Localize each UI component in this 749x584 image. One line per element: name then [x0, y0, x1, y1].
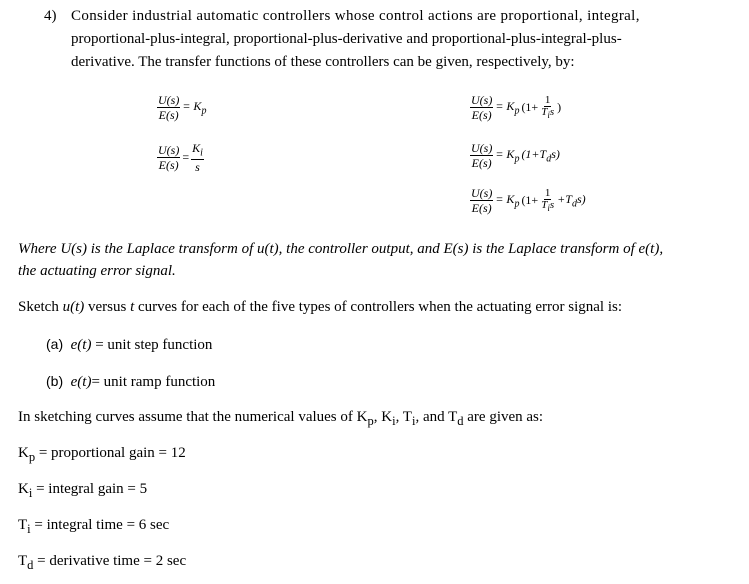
eq-pd-rhs: = $K_p$ — [495, 146, 520, 165]
equation-pid — [470, 187, 586, 214]
eq-pi-close: ) — [557, 100, 562, 114]
eq-pi-denominator: E(s) — [471, 108, 492, 122]
eq-i-s: s — [195, 160, 200, 175]
assume-line: In sketching curves assume that the numerical values of $K_p$, $K_i$, $T_i$, and $T_d$ are given as: — [18, 409, 544, 428]
eq-pd-denominator: E(s) — [471, 156, 492, 170]
eq-pid-tail: $+T_ds$) — [557, 191, 586, 210]
eq-pd-numerator: U(s) — [471, 141, 493, 155]
eq-pi-ti-s: $T_is$ — [541, 105, 555, 120]
eq-pid-rhs: = $K_p$ — [495, 191, 520, 210]
eq-pid-numerator: U(s) — [471, 186, 493, 200]
eq-pid-open: (1+ — [521, 193, 539, 207]
sketch-instruction: Sketch u(t) versus t curves for each of the five types of controllers when the actuating error signal is: — [18, 299, 622, 315]
eq-pi-numerator: U(s) — [471, 93, 493, 107]
eq-i-denominator: E(s) — [158, 158, 179, 173]
equation-integral: $\frac{U(s)}{E(s)}$ = $\frac{K_i}{s}$ — [158, 141, 203, 175]
value-ti: $T_i$ = integral time = 6 sec — [18, 517, 170, 536]
part-a: (a) e(t) = unit step function — [46, 336, 213, 353]
eq-pid-denominator: E(s) — [471, 201, 492, 215]
eq-pd-body: $(1+T_ds)$ — [521, 146, 560, 165]
eq-i-ki: $K_i$ — [192, 141, 203, 159]
eq-i-numerator: U(s) — [158, 143, 180, 158]
eq-p-rhs: = $K_p$ — [182, 98, 207, 117]
eq-p-numerator: U(s) — [158, 93, 180, 107]
eq-p-denominator: E(s) — [158, 108, 179, 122]
equation-pi — [470, 94, 561, 121]
question-line-2: proportional-plus-integral, proportional-plus-derivative and proportional-plus-integral-plus- — [71, 31, 622, 47]
eq-pi-rhs: = $K_p$ — [495, 98, 520, 117]
value-td: $T_d$ = derivative time = 2 sec — [18, 553, 187, 572]
where-line-1: Where U(s) is the Laplace transform of u(t), the controller output, and E(s) is the Laplace transform of e(t), — [18, 241, 664, 257]
question-number: 4) — [44, 8, 57, 24]
value-kp: $K_p$ = proportional gain = 12 — [18, 445, 186, 464]
eq-pid-one: 1 — [544, 186, 551, 199]
value-ki: $K_i$ = integral gain = 5 — [18, 481, 148, 500]
equation-pd — [470, 142, 560, 169]
equation-proportional — [157, 94, 206, 121]
question-line-1: Consider industrial automatic controllers whose control actions are proportional, integral, — [71, 8, 640, 24]
eq-pid-ti-s: $T_is$ — [541, 198, 555, 213]
eq-pi-one: 1 — [544, 93, 551, 106]
part-b: (b) e(t)= unit ramp function — [46, 373, 216, 390]
question-line-3: derivative. The transfer functions of these controllers can be given, respectively, by: — [71, 54, 575, 70]
eq-pi-open: (1+ — [521, 100, 539, 114]
where-line-2: the actuating error signal. — [18, 263, 176, 279]
